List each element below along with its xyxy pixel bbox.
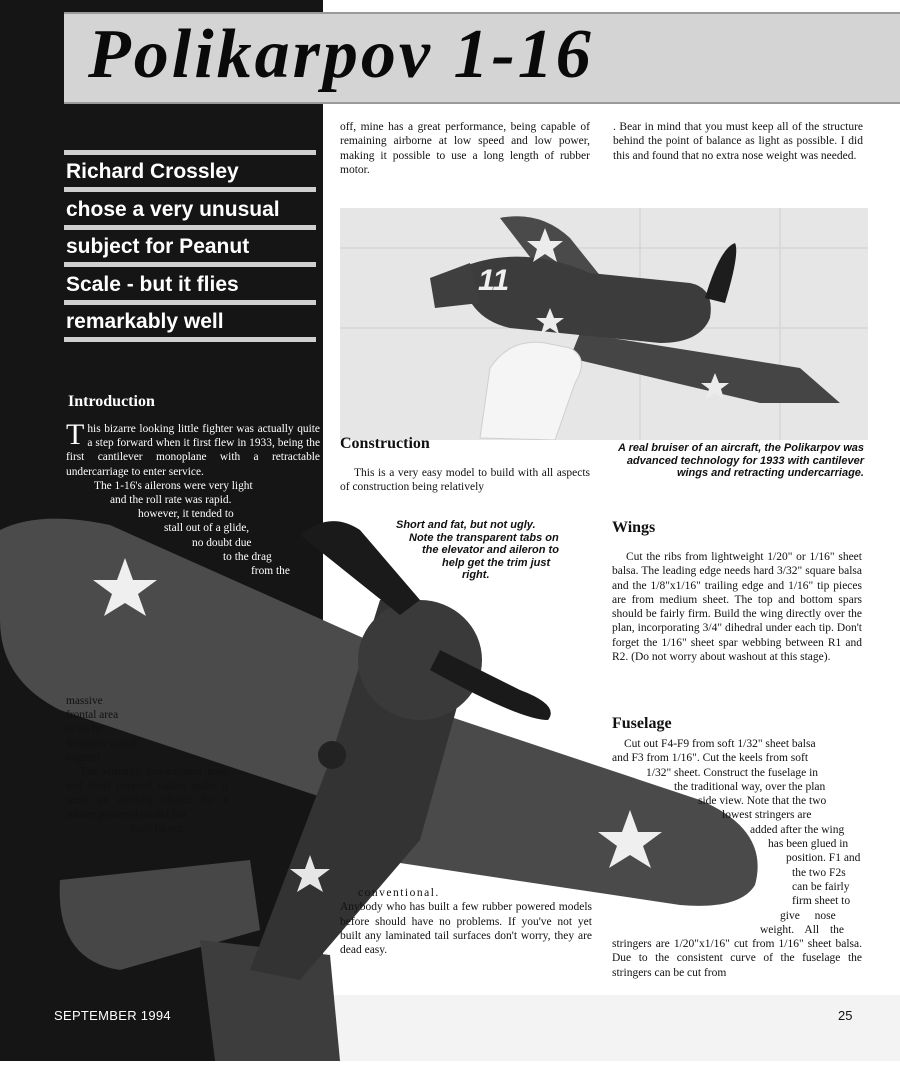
intro-line: from the bbox=[251, 565, 290, 578]
article-title: Polikarpov 1-16 bbox=[88, 16, 594, 93]
construction-text: This is a very easy model to build with all aspects of construction being relatively bbox=[340, 467, 590, 494]
construction-heading: Construction bbox=[340, 435, 430, 452]
caption-line: Short and fat, but not ugly. bbox=[396, 519, 536, 531]
fuselage-line: position. F1 and bbox=[786, 852, 861, 865]
fuselage-line: has been glued in bbox=[768, 838, 849, 851]
intro-line: engine! bbox=[66, 751, 101, 764]
photo-aircraft-in-hand bbox=[340, 208, 868, 440]
intro-line: stall out of a glide, bbox=[164, 522, 250, 535]
wings-heading: Wings bbox=[612, 519, 656, 536]
intro-line: and the roll rate was rapid. bbox=[110, 494, 232, 507]
big-photo-caption bbox=[384, 519, 594, 582]
intro-line: Shvetsov radial bbox=[66, 737, 137, 750]
fuselage-paragraph: stringers are 1/20"x1/16" cut from 1/16" sheet balsa. Due to the consistent curve of the fuselage the stringers can be cut from bbox=[612, 938, 862, 979]
intro-line: of its hp bbox=[66, 723, 104, 736]
standfirst-line: chose a very unusual bbox=[66, 197, 280, 221]
construction-lead: conventional. bbox=[358, 887, 440, 899]
fuselage-text bbox=[612, 737, 862, 980]
intro-line: frontal area bbox=[66, 709, 119, 722]
column2-intro-text: off, mine has a great performance, being capable of remaining airborne at low speed and low power, making it possible to use a long length of rubber motor. bbox=[340, 121, 590, 176]
fuselage-line: give nose bbox=[780, 909, 836, 922]
fuselage-line: side view. Note that the two bbox=[698, 795, 827, 808]
fuselage-line: can be fairly bbox=[792, 880, 850, 893]
construction-continued: conventional. Anybody who has built a few rubber powered models before should have no problems. If you've not yet built any laminated tail surfaces don't worry, they are dead easy. bbox=[340, 887, 592, 957]
standfirst bbox=[66, 153, 324, 341]
fuselage-line: the traditional way, over the plan bbox=[674, 780, 826, 793]
standfirst-line: Scale - but it flies bbox=[66, 272, 239, 296]
intro-line: massive bbox=[66, 695, 103, 707]
standfirst-line: Richard Crossley bbox=[66, 160, 239, 183]
fuselage-heading: Fuselage bbox=[612, 715, 672, 732]
intro-line: no doubt due bbox=[192, 536, 252, 549]
wings-text: Cut the ribs from lightweight 1/20" or 1/16" sheet balsa. The leading edge needs hard 3/32" square balsa and the 1/8"x1/16" trailing edge and 1/16" tip pieces are from medium sheet. The top and bottom spars should be fairly firm. Build the wing directly over the plan, incorporating 3/4" dihedral under each tip. Don't forget the 1/16" sheet spar webbing between R1 and R2. (Do not worry about washout at this stage). bbox=[612, 551, 862, 664]
footer-issue-date: SEPTEMBER 1994 bbox=[54, 1008, 171, 1023]
aircraft-number: 11 bbox=[478, 264, 510, 297]
fuselage-line: lowest stringers are bbox=[722, 809, 812, 822]
intro-line: however, it tended to bbox=[138, 508, 234, 521]
fuselage-line: firm sheet to bbox=[792, 895, 851, 908]
drop-cap: T bbox=[66, 418, 85, 451]
column3-intro-text: . Bear in mind that you must keep all of the structure behind the point of balance as light as possible. I did this and found that no extra nose weight was needed. bbox=[613, 121, 863, 162]
footer-page-number: 25 bbox=[838, 1008, 853, 1023]
fuselage-line: 1/32" sheet. Construct the fuselage in bbox=[646, 766, 819, 779]
introduction-heading: Introduction bbox=[68, 393, 155, 410]
fuselage-line: weight. All the bbox=[760, 923, 845, 936]
caption-line: help get the trim just bbox=[442, 556, 551, 569]
fuselage-line: the two F2s bbox=[792, 866, 846, 879]
standfirst-line: remarkably well bbox=[66, 310, 224, 333]
standfirst-line: subject for Peanut bbox=[66, 235, 250, 258]
caption-line: right. bbox=[462, 569, 490, 582]
intro-line: to the drag bbox=[223, 550, 272, 563]
photo-aircraft-in-hand-drawing bbox=[340, 208, 868, 440]
intro-line: don't be put bbox=[130, 822, 184, 835]
fuselage-line: added after the wing bbox=[750, 823, 845, 836]
introduction-continued bbox=[66, 694, 228, 836]
fuselage-line: Cut out F4-F9 from soft 1/32" sheet balsa bbox=[624, 738, 816, 750]
introduction-text: This bizarre looking little fighter was actually quite a step forward when it first flew in 1933, being the first cantilever monoplane with a retractable undercarriage to enter service. The 1-16's ailerons were very light and the roll rate was rapid. however, it tended to stall out of a glide, no doubt due to the drag from the bbox=[66, 418, 320, 578]
caption-line: the elevator and aileron to bbox=[422, 544, 559, 557]
top-photo-caption: A real bruiser of an aircraft, the Polikarpov was advanced technology for 1933 with cantilever wings and retracting undercarriage. bbox=[618, 442, 864, 480]
intro-line: The 1-16's ailerons were very light bbox=[94, 479, 253, 492]
intro-paragraph: The virtually non-existent nose and short coupled nature make it seem an unlikely choice for a rubber powered model but bbox=[66, 766, 228, 821]
caption-line: Note the transparent tabs on bbox=[409, 531, 559, 544]
fuselage-line: and F3 from 1/16". Cut the keels from soft bbox=[612, 752, 809, 765]
